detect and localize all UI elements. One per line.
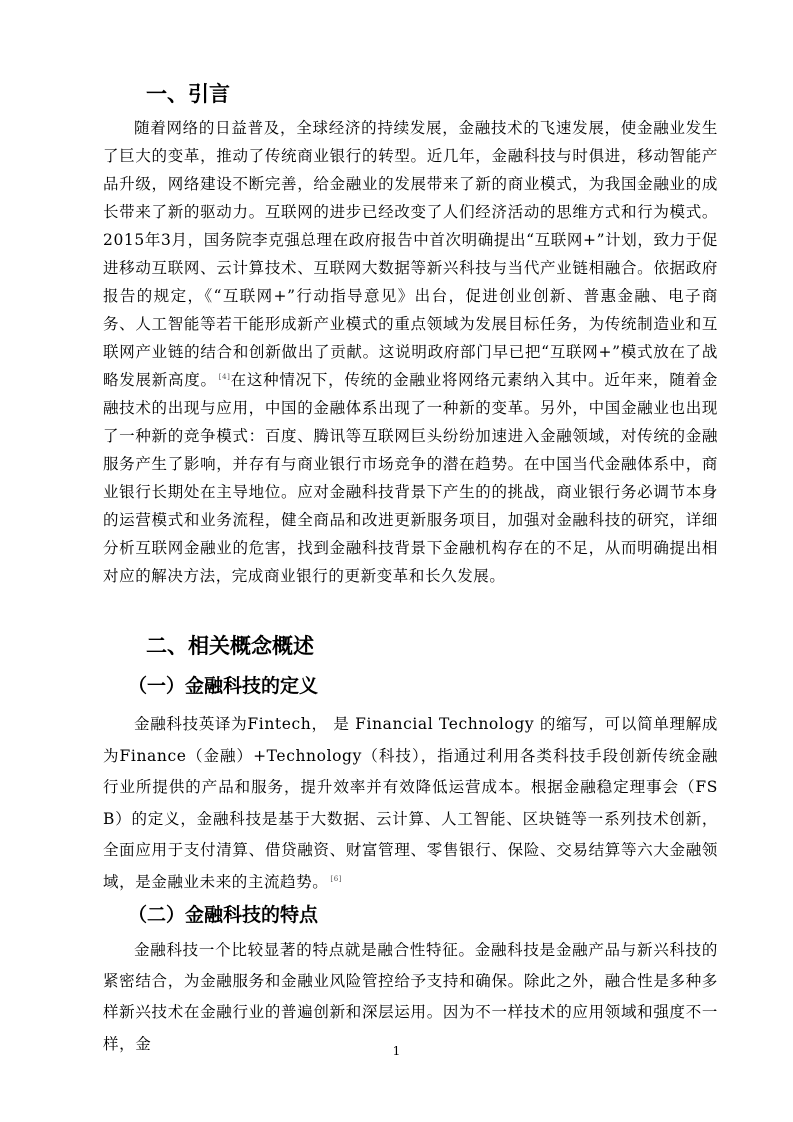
features-text: 金融科技一个比较显著的特点就是融合性特征。金融科技是金融产品与新兴科技的紧密结合，为金融服务和金融业风险管控给予支持和确保。除此之外，融合性是多种多样新兴技术在金融行业的普遍创新和深层运用。因为不一样技术的应用领域和强度不一样，金 [103, 941, 718, 1053]
subsection-heading-features: （二）金融科技的特点 [128, 904, 319, 926]
introduction-paragraph [103, 114, 718, 590]
subsection-heading-definition: （一）金融科技的定义 [128, 675, 319, 697]
section-heading-introduction: 一、引言 [146, 82, 230, 106]
introduction-text-part2: 在这种情况下，传统的金融业将网络元素纳入其中。近年来，随着金融技术的出现与应用，中国的金融体系出现了一种新的变革。另外，中国金融业也出现了一种新的竞争模式：百度、腾讯等互联网巨头纷纷加速进入金融领域，对传统的金融服务产生了影响，并存有与商业银行市场竞争的潜在趋势。在中国当代金融体系中，商业银行长期处在主导地位。应对金融科技背景下产生的的挑战，商业银行务必调节本身的运营模式和业务流程，健全商品和改进更新服务项目，加强对金融科技的研究，详细分析互联网金融业的危害，找到金融科技背景下金融机构存在的不足，从而明确提出相对应的解决方法，完成商业银行的更新变革和长久发展。 [103, 371, 718, 585]
citation-mark-4: [4] [218, 372, 231, 381]
features-paragraph [103, 935, 718, 1060]
page-number: 1 [392, 1044, 401, 1058]
definition-text: 金融科技英译为Fintech， 是 Financial Technology 的缩写，可以简单理解成为Finance（金融）+Technology（科技），指通过利用各类科技手段创新传统金融行业所提供的产品和服务，提升效率并有效降低运营成本。根据金融稳定理事会（FSB）的定义，金融科技是基于大数据、云计算、人工智能、区块链等一系列技术创新，全面应用于支付清算、借贷融资、财富管理、零售银行、保险、交易结算等六大金融领域，是金融业未来的主流趋势。 [103, 715, 718, 891]
definition-paragraph [103, 709, 718, 899]
citation-mark-6: [6] [330, 874, 343, 883]
section-heading-concepts: 二、相关概念概述 [146, 634, 314, 658]
introduction-text-part1: 随着网络的日益普及，全球经济的持续发展，金融技术的飞速发展，使金融业发生了巨大的变革，推动了传统商业银行的转型。近几年，金融科技与时俱进，移动智能产品升级，网络建设不断完善，给金融业的发展带来了新的商业模式，为我国金融业的成长带来了新的驱动力。互联网的进步已经改变了人们经济活动的思维方式和行为模式。2015年3月，国务院李克强总理在政府报告中首次明确提出“互联网+”计划，致力于促进移动互联网、云计算技术、互联网大数据等新兴科技与当代产业链相融合。依据政府报告的规定，《“互联网+”行动指导意见》出台，促进创业创新、普惠金融、电子商务、人工智能等若干能形成新产业模式的重点领域为发展目标任务，为传统制造业和互联网产业链的结合和创新做出了贡献。这说明政府部门早已把“互联网+”模式放在了战略发展新高度。 [103, 119, 718, 389]
